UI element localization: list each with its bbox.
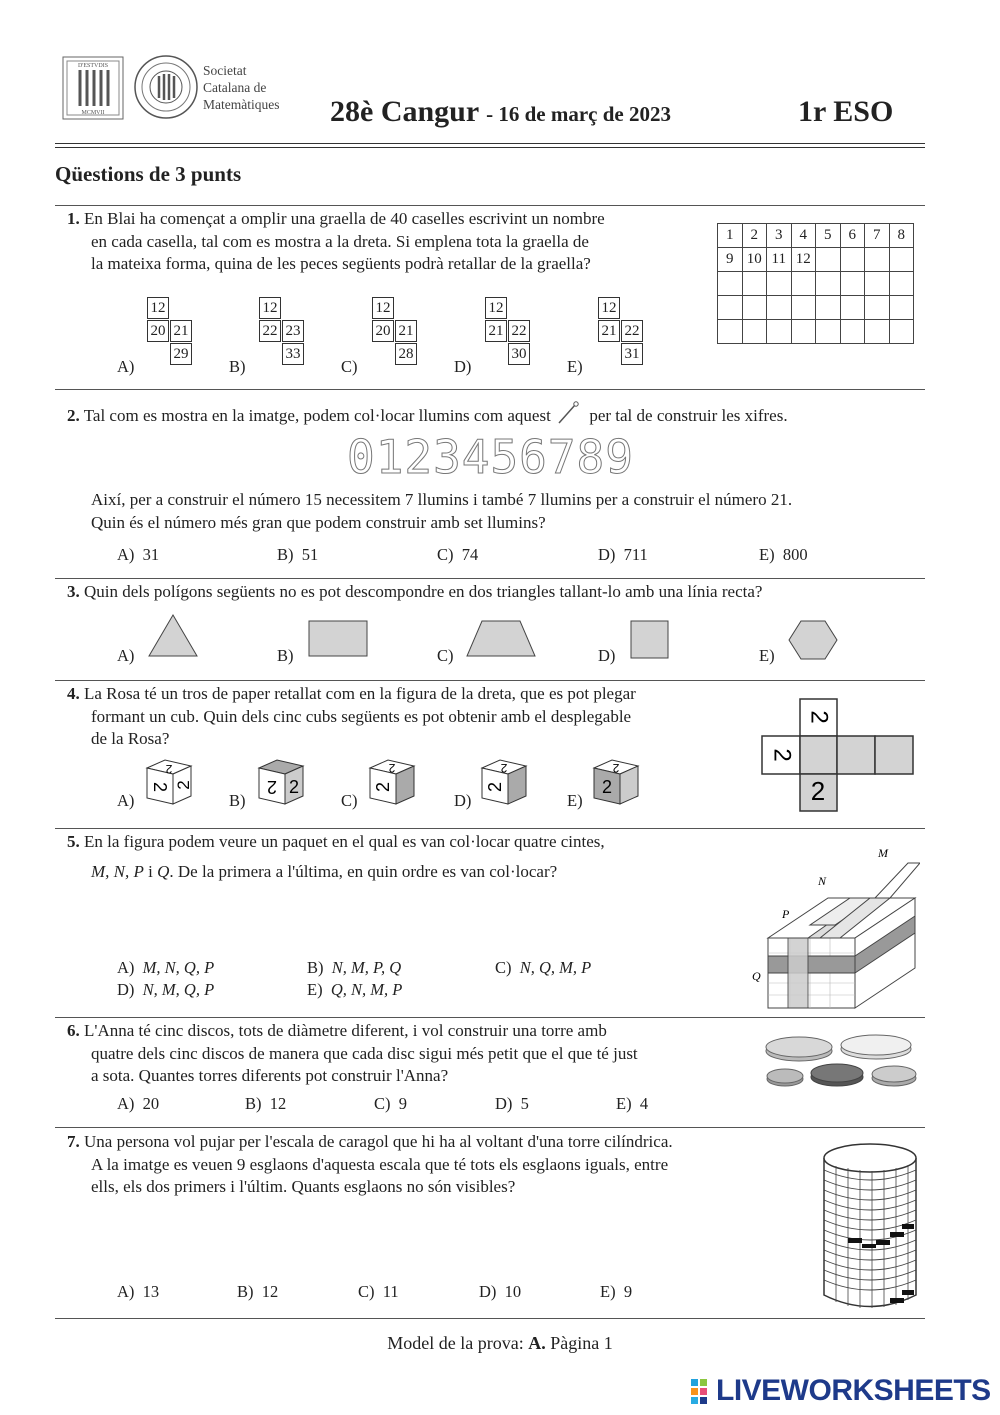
svg-text:2: 2 <box>165 762 173 776</box>
svg-text:P: P <box>782 907 790 921</box>
svg-text:2: 2 <box>150 781 170 793</box>
cube-c <box>364 756 418 808</box>
rectangle-shape <box>307 619 371 659</box>
square-shape <box>629 619 671 661</box>
liveworksheets-brand[interactable] <box>690 1374 991 1408</box>
svg-text:Q: Q <box>752 969 761 983</box>
cube-e <box>588 756 642 808</box>
package-figure <box>750 843 920 1013</box>
svg-text:2: 2 <box>485 781 505 793</box>
svg-text:2: 2 <box>288 777 300 797</box>
svg-text:2: 2 <box>266 777 278 797</box>
svg-text:2: 2 <box>810 775 826 806</box>
match-icon <box>555 401 585 425</box>
cube-d <box>476 756 530 808</box>
q3-text: 3. Quin dels polígons següents no es pot descompondre en dos triangles tallant-lo amb una línia recta? <box>67 582 763 601</box>
cube-b <box>253 756 307 808</box>
q2-text: 2. Tal com es mostra en la imatge, podem col·locar llumins com aquest per tal de construir les xifres. <box>67 401 937 428</box>
section-title: Qüestions de 3 punts <box>55 162 242 186</box>
matchstick-digits: 0123456789 <box>347 430 634 484</box>
liveworksheets-logo-icon <box>690 1377 716 1405</box>
cube-net <box>760 697 920 815</box>
q6-text: 6. L'Anna té cinc discos, tots de diàmetre diferent, i vol construir una torre amb quatre dels cinc discos de manera que cada disc sigui més petit que el que té just a sota. Quantes torres diferents pot construir l'Anna? <box>67 1021 638 1085</box>
svg-text:2: 2 <box>373 781 393 793</box>
svg-text:N: N <box>818 874 827 888</box>
q4-text: 4. La Rosa té un tros de paper retallat com en la figura de la dreta, que es pot plegar formant un cub. Quin dels cinc cubs següents es pot obtenir amb el desplegable de la Rosa? <box>67 684 636 748</box>
contest-title: 28è Cangur - 16 de març de 2023 <box>330 95 672 128</box>
svg-text:2: 2 <box>174 780 193 790</box>
svg-text:2: 2 <box>768 748 796 762</box>
cube-a <box>141 756 195 808</box>
brand-text: LIVEWORKSHEETS <box>716 1374 991 1407</box>
q7-text: 7. Una persona vol pujar per l'escala de caragol que hi ha al voltant d'una torre cilíndrica. A la imatge es veuen 9 esglaons d'aquesta escala que té tots els esglaons iguals, entre ells, els dos primers i l'últim. Quants esglaons no són visibles? <box>67 1132 673 1196</box>
svg-text:M: M <box>878 846 888 860</box>
society-name: Societat Catalana de Matemàtiques <box>203 63 280 112</box>
trapezoid-shape <box>464 618 538 660</box>
q5-text: 5. En la figura podem veure un paquet en el qual es van col·locar quatre cintes, <box>67 832 605 851</box>
svg-text:2: 2 <box>500 761 508 775</box>
svg-text:2: 2 <box>612 761 620 775</box>
svg-text:2: 2 <box>805 710 833 724</box>
q1-text: 1. En Blai ha començat a omplir una graella de 40 caselles escrivint un nombre en cada casella, tal com es mostra a la dreta. Si emplena tota la graella de la mateixa forma, quina de les peces següents podrà retallar de la graella? <box>67 209 605 273</box>
spiral-tower-figure <box>818 1140 922 1315</box>
discs-figure <box>763 1028 923 1092</box>
hexagon-shape <box>787 618 839 662</box>
institute-logo <box>62 56 124 120</box>
svg-text:2: 2 <box>601 777 613 797</box>
level-label: 1r ESO <box>798 95 894 128</box>
society-seal <box>133 54 199 120</box>
q2-text-2: Així, per a construir el número 15 necessitem 7 llumins i també 7 llumins per a construir el número 21. Quin és el número més gran que podem construir amb set llumins? <box>91 490 793 532</box>
triangle-shape <box>146 612 200 660</box>
page-footer: Model de la prova: A. Pàgina 1 <box>387 1333 613 1353</box>
svg-text:MCMVII: MCMVII <box>81 110 105 116</box>
number-grid: 1 2 3 4 5 6 7 8 9 10 11 12 <box>717 223 914 344</box>
q5-text-2: M, N, P i Q. De la primera a l'última, en quin ordre es van col·locar? <box>91 862 558 881</box>
svg-text:2: 2 <box>388 761 396 775</box>
svg-text:D'ESTVDIS: D'ESTVDIS <box>77 63 109 69</box>
